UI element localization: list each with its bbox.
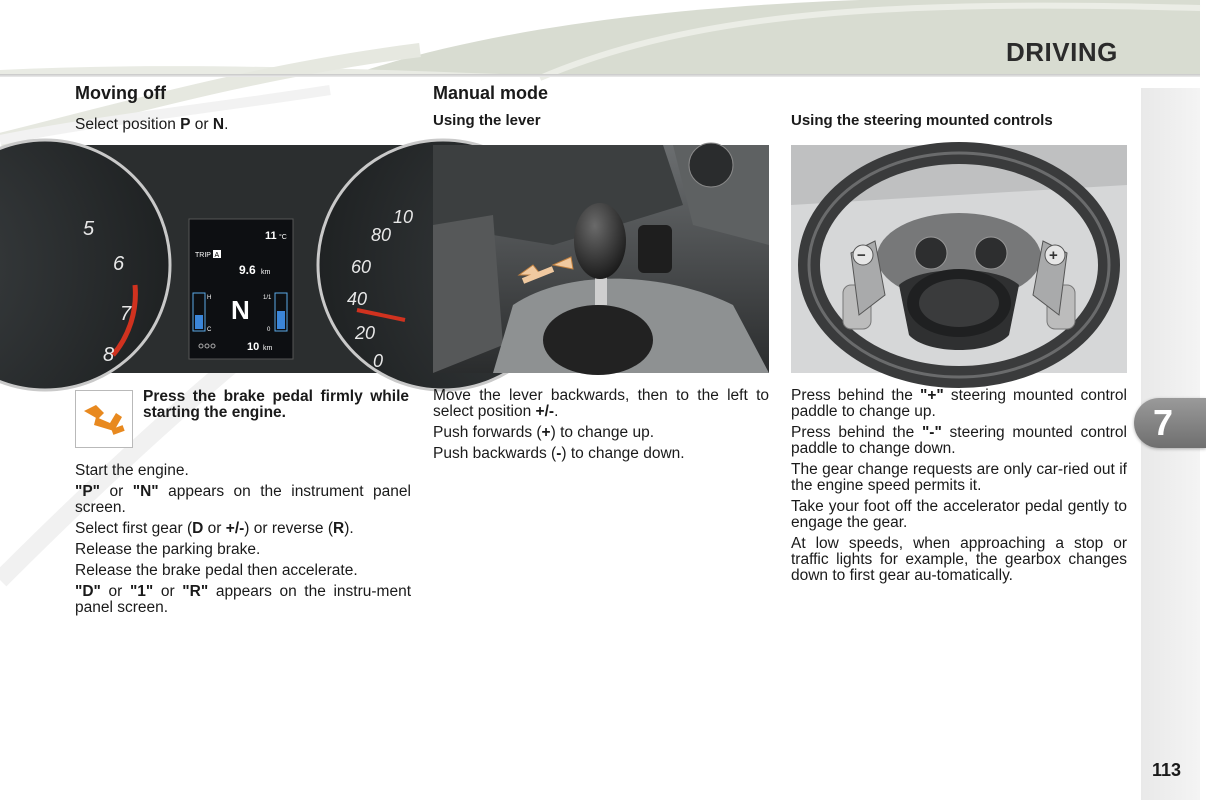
lever-up-end: ) to change up. [550, 424, 655, 441]
steering-up-text: Press behind the [791, 387, 920, 404]
one-quoted: "1" [129, 583, 154, 600]
n-quoted: "N" [132, 483, 159, 500]
paddle-plus-label: + [1049, 247, 1058, 264]
gear-indicator: N [231, 295, 250, 325]
step-select-gear [75, 521, 411, 537]
steering-down-end: steering mounted control paddle to change down. [791, 424, 1127, 457]
moving-off-column [75, 83, 411, 138]
step-start-engine: Start the engine. [75, 462, 189, 479]
tach-label: 6 [113, 253, 125, 275]
moving-off-title: Moving off [75, 83, 166, 103]
header-rule [0, 74, 1200, 77]
lever-subtitle: Using the lever [433, 112, 541, 129]
gear-plus-minus: +/- [225, 520, 245, 537]
d-quoted: "D" [75, 583, 101, 600]
lever-step-up [433, 425, 769, 441]
steering-note-engine-speed: The gear change requests are only car-ried out if the engine speed permits it. [791, 461, 1127, 494]
steering-subtitle: Using the steering mounted controls [791, 112, 1053, 129]
paddle-minus-label: − [857, 247, 866, 264]
d-or: or [100, 583, 130, 600]
steering-note-low-speed: At low speeds, when approaching a stop or traffic lights for example, the gearbox changes down to first gear au-tomatically. [791, 535, 1127, 584]
p-or: or [100, 483, 133, 500]
select-gear-text: Select first gear ( [75, 520, 193, 537]
step-release-parking-brake: Release the parking brake. [75, 541, 261, 558]
intro-text: Select position [75, 116, 181, 133]
instrument-panel-image [75, 145, 414, 373]
steering-minus: "-" [921, 424, 942, 441]
d-1-r-text: appears on the instru-ment panel screen. [75, 583, 411, 616]
moving-off-intro [75, 117, 411, 133]
moving-off-steps [75, 463, 411, 621]
speed-label: 0 [373, 351, 384, 371]
intro-or: or [190, 116, 213, 133]
trip-distance: 9.6 [239, 263, 256, 277]
steering-step-down [791, 425, 1127, 457]
lever-instructions [433, 388, 769, 467]
brake-warning-box [75, 390, 133, 448]
manual-mode-column [433, 83, 769, 129]
tach-label: 8 [103, 344, 115, 366]
steering-wheel-illustration [791, 145, 1127, 373]
steering-instructions [791, 388, 1127, 589]
lever-step-end: . [554, 403, 559, 420]
instrument-panel-illustration [75, 145, 414, 373]
select-reverse: ) or reverse ( [244, 520, 334, 537]
tach-label: 7 [120, 303, 132, 325]
speed-label: 80 [371, 225, 392, 245]
step-release-brake-pedal: Release the brake pedal then accelerate. [75, 562, 358, 579]
lever-plus: + [541, 424, 551, 441]
lever-minus: - [556, 445, 562, 462]
steering-note-accelerator: Take your foot off the accelerator pedal gently to engage the gear. [791, 498, 1127, 531]
step-p-or-n [75, 484, 411, 516]
chapter-tab[interactable]: 7 [1134, 398, 1206, 448]
section-title: DRIVING [1006, 37, 1118, 67]
select-or: or [203, 520, 226, 537]
intro-end: . [224, 116, 229, 133]
one-or: or [153, 583, 183, 600]
tach-label: 5 [83, 218, 95, 240]
select-end: ). [344, 520, 354, 537]
intro-p: P [180, 116, 191, 133]
lever-up-text: Push forwards ( [433, 424, 542, 441]
brake-warning-text: Press the brake pedal firmly while starting the engine. [143, 388, 409, 421]
steering-step-up [791, 388, 1127, 420]
speed-label: 40 [347, 289, 368, 309]
gear-lever-illustration [433, 145, 769, 373]
manual-mode-title: Manual mode [433, 83, 549, 103]
speed-label: 10 [393, 207, 414, 227]
page-number: 113 [1152, 760, 1182, 780]
fuel-full-label: 1/1 [263, 295, 272, 301]
temp-cold-label: C [207, 327, 212, 333]
step-d-1-r [75, 584, 411, 616]
lever-down-end: ) to change down. [561, 445, 685, 462]
trip-label: TRIP [195, 252, 211, 259]
brake-pedal-icon [76, 391, 132, 447]
r-quoted: "R" [182, 583, 209, 600]
range-value: 10 [247, 341, 260, 353]
intro-n: N [212, 116, 225, 133]
gear-d: D [192, 520, 204, 537]
fuel-empty-label: 0 [267, 327, 271, 333]
steering-column [791, 112, 1127, 129]
lever-step-select [433, 388, 769, 420]
gear-lever-image [433, 145, 769, 373]
gear-r: R [333, 520, 345, 537]
steering-down-text: Press behind the [791, 424, 922, 441]
lever-position: +/- [535, 403, 555, 420]
lever-step-down [433, 446, 769, 462]
lever-step-text: Move the lever backwards, then to the left to select position [433, 387, 769, 420]
steering-wheel-image [791, 145, 1127, 373]
range-unit: km [263, 345, 273, 352]
steering-plus: "+" [919, 387, 944, 404]
temp-unit: °C [279, 234, 287, 241]
speed-label: 60 [351, 257, 372, 277]
steering-up-end: steering mounted control paddle to change up. [791, 387, 1127, 420]
speed-label: 20 [355, 323, 376, 343]
p-quoted: "P" [75, 483, 101, 500]
lever-down-text: Push backwards ( [433, 445, 557, 462]
trip-letter: A [214, 252, 220, 259]
temp-hot-label: H [207, 295, 212, 301]
trip-distance-unit: km [261, 269, 271, 276]
outside-temp: 11 [265, 230, 277, 242]
p-or-n-text: appears on the instrument panel screen. [75, 483, 411, 516]
